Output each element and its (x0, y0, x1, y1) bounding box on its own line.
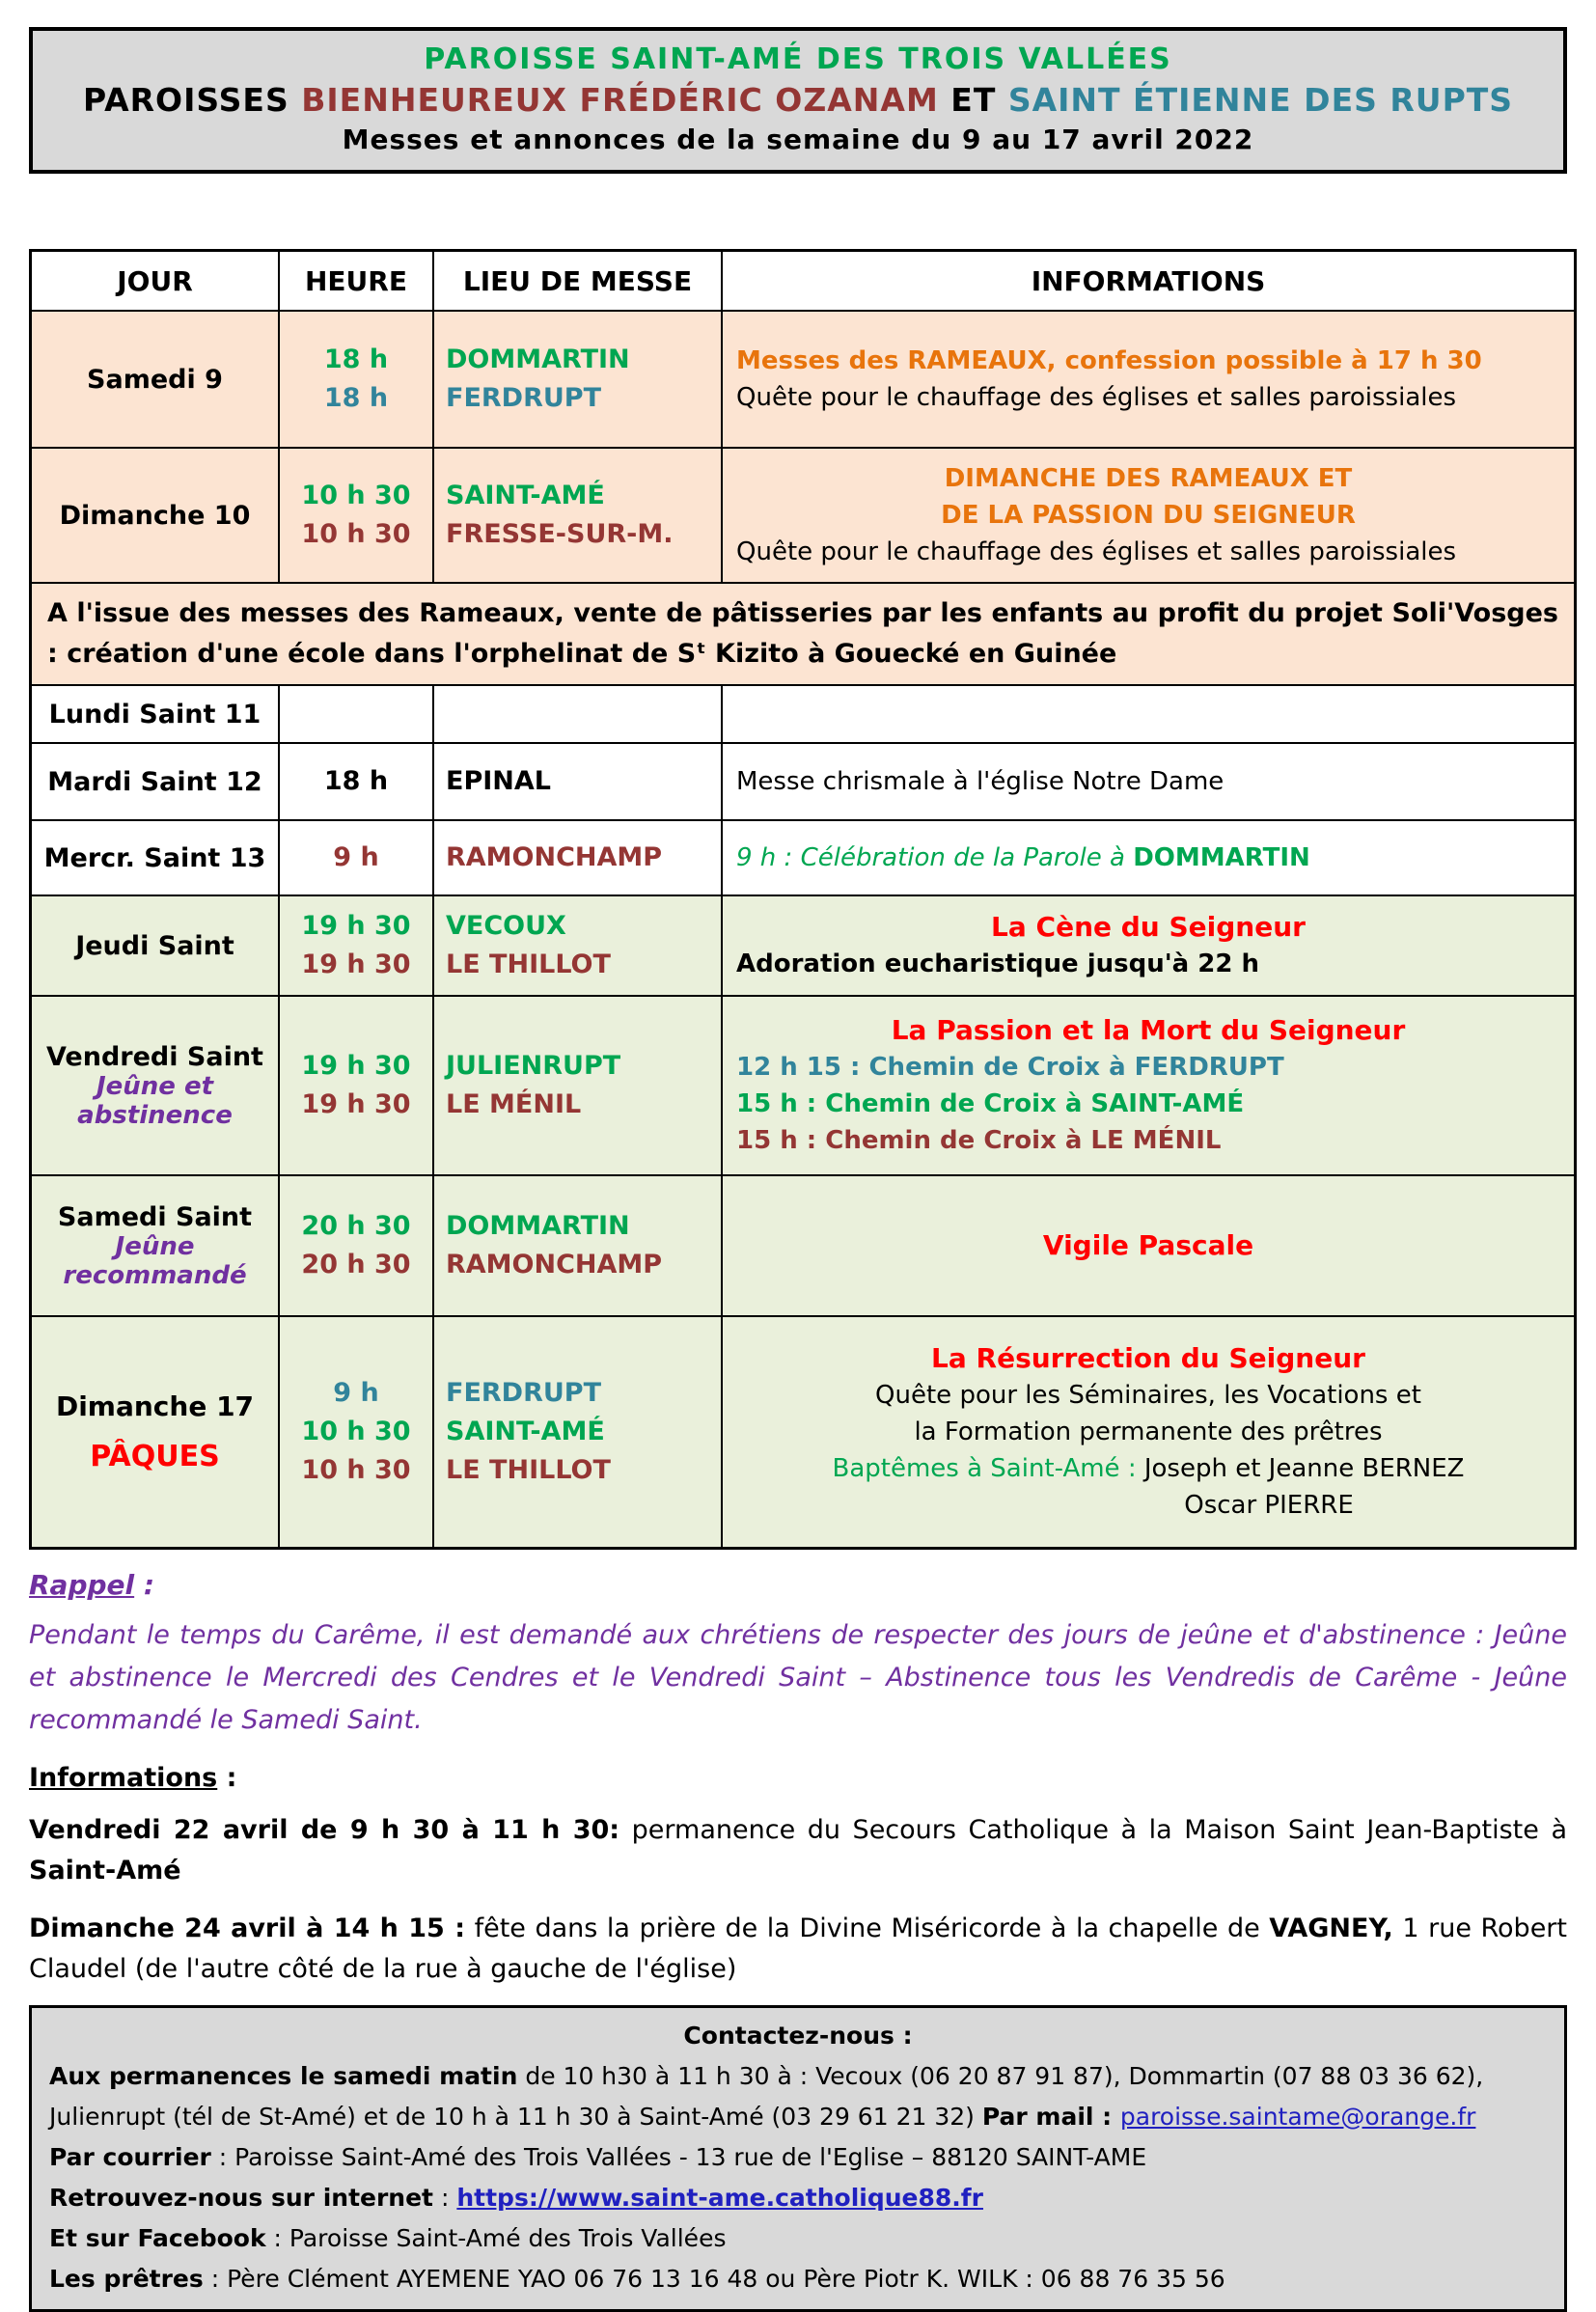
item-date: Vendredi 22 avril de 9 h 30 à 11 h 30: (29, 1814, 620, 1845)
week-subtitle: Messes et annonces de la semaine du 9 au 17 avril 2022 (342, 124, 1254, 155)
info-cell (722, 1175, 1576, 1316)
info-cell (722, 820, 1576, 895)
header-box (29, 27, 1567, 174)
place-cell (433, 996, 722, 1175)
item-place: VAGNEY, (1269, 1913, 1393, 1943)
time-cell (279, 895, 433, 996)
informations-heading (29, 1763, 1567, 1793)
fast-note: Jeûne (115, 1231, 195, 1261)
time-line: 20 h 30 (301, 1250, 411, 1280)
time-line: 9 h (333, 842, 379, 872)
website-link[interactable]: https://www.saint-ame.catholique88.fr (456, 2183, 983, 2212)
item-text: 1 rue Robert Claudel (de l'autre côté de la rue à gauche de l'église) (29, 1913, 1567, 1984)
email-link[interactable]: paroisse.saintame@orange.fr (1119, 2102, 1476, 2131)
paques-label: PÂQUES (90, 1439, 220, 1473)
place-line: DOMMARTIN (446, 1211, 630, 1241)
time-line: 18 h (323, 766, 389, 796)
time-line: 18 h (323, 383, 389, 413)
subtitle-ozanam: BIENHEUREUX FRÉDÉRIC OZANAM (301, 81, 939, 119)
line-text: : Paroisse Saint-Amé des Trois Vallées (265, 2223, 727, 2252)
time-cell (279, 820, 433, 895)
day-cell: Mercr. Saint 13 (31, 820, 280, 895)
place-line: JULIENRUPT (446, 1051, 621, 1081)
line-label: Retrouvez-nous sur internet (49, 2183, 434, 2212)
mass-schedule-table (29, 249, 1577, 1550)
line-sep: : (433, 2183, 457, 2212)
info-cell (722, 685, 1576, 743)
info-item-dimanche-24 (29, 1909, 1567, 1990)
day-cell: Dimanche 10 (31, 448, 280, 583)
rappel-colon: : (134, 1568, 155, 1601)
row-dimanche-10 (31, 448, 1576, 583)
place-line: DOMMARTIN (446, 344, 630, 374)
subtitle-rupts: SAINT ÉTIENNE DES RUPTS (1007, 81, 1514, 119)
subtitle-black2: ET (938, 81, 1008, 119)
col-header-heure: HEURE (279, 251, 433, 312)
contact-box (29, 2005, 1567, 2312)
place-cell (433, 743, 722, 820)
item-place: Saint-Amé (29, 1855, 181, 1885)
info-line: DE LA PASSION DU SEIGNEUR (941, 501, 1356, 530)
day-cell (31, 1175, 280, 1316)
info-cell (722, 448, 1576, 583)
place-line: VECOUX (446, 911, 566, 941)
row-mardi-12 (31, 743, 1576, 820)
informations-colon: : (217, 1762, 237, 1793)
col-header-jour: JOUR (31, 251, 280, 312)
mail-label: Par mail : (981, 2102, 1120, 2131)
place-cell (433, 820, 722, 895)
info-cell (722, 895, 1576, 996)
annonce-text: A l'issue des messes des Rameaux, vente de pâtisseries par les enfants au profit du projet Soli'Vosges : création d'une école dans l'orphelinat de Sᵗ Kizito à Gouecké en Guinée (31, 583, 1576, 685)
line-label: Par courrier (49, 2142, 211, 2171)
row-dimanche-17 (31, 1316, 1576, 1548)
info-cell (722, 311, 1576, 448)
contact-line-courrier (49, 2137, 1547, 2178)
col-header-informations: INFORMATIONS (722, 251, 1576, 312)
info-cell (722, 1316, 1576, 1548)
line-label: Les prêtres (49, 2264, 204, 2293)
row-mercredi-13 (31, 820, 1576, 895)
baptism-names: Joseph et Jeanne BERNEZ (1136, 1453, 1465, 1483)
info-line: Messes des RAMEAUX, confession possible à 17 h 30 (736, 346, 1482, 375)
rappel-heading (29, 1569, 1567, 1601)
contact-line-internet (49, 2178, 1547, 2218)
place-cell (433, 1316, 722, 1548)
day-cell (31, 996, 280, 1175)
place-line: RAMONCHAMP (446, 1250, 663, 1280)
time-line: 19 h 30 (301, 911, 411, 941)
time-line: 18 h (323, 344, 389, 374)
place-line: EPINAL (446, 766, 551, 796)
row-samedi-9 (31, 311, 1576, 448)
time-cell (279, 685, 433, 743)
time-cell (279, 996, 433, 1175)
contact-line-pretres (49, 2259, 1547, 2299)
fast-note: Jeûne et (96, 1071, 214, 1101)
time-cell (279, 311, 433, 448)
place-line: FRESSE-SUR-M. (446, 519, 674, 549)
info-line: 15 h : Chemin de Croix à LE MÉNIL (736, 1126, 1222, 1155)
place-cell (433, 311, 722, 448)
day-cell (31, 1316, 280, 1548)
info-line: Adoration eucharistique jusqu'à 22 h (736, 950, 1260, 978)
line-text: : Paroisse Saint-Amé des Trois Vallées - 13 rue de l'Eglise – 88120 SAINT-AME (210, 2142, 1147, 2171)
line-text: de 10 h30 à 11 h 30 à : Vecoux (06 20 87 91 87), Dommartin (07 88 03 36 62), Julienrupt (tél de St-Amé) et de 10 h à 11 h 30 à Saint-Amé (03 29 61 21 32) (49, 2061, 1484, 2131)
bulletin-content (29, 0, 1567, 2312)
row-annonce-rameaux (31, 583, 1576, 685)
info-line: DIMANCHE DES RAMEAUX ET (944, 464, 1353, 493)
line-label: Et sur Facebook (49, 2223, 266, 2252)
subtitle-black1: PAROISSES (82, 81, 302, 119)
place-cell (433, 685, 722, 743)
place-line: RAMONCHAMP (446, 842, 663, 872)
time-line: 9 h (333, 1377, 379, 1408)
time-line: 19 h 30 (301, 1051, 411, 1081)
item-text: permanence du Secours Catholique à la Maison Saint Jean-Baptiste à (619, 1814, 1567, 1845)
row-samedi-saint (31, 1175, 1576, 1316)
place-line: FERDRUPT (446, 1377, 602, 1408)
contact-line-facebook (49, 2218, 1547, 2259)
day-cell: Lundi Saint 11 (31, 685, 280, 743)
info-line: Quête pour le chauffage des églises et salles paroissiales (736, 383, 1457, 412)
item-text: fête dans la prière de la Divine Miséricorde à la chapelle de (465, 1913, 1270, 1943)
feast-title: La Passion et la Mort du Seigneur (891, 1014, 1406, 1046)
time-cell (279, 448, 433, 583)
info-line: 15 h : Chemin de Croix à SAINT-AMÉ (736, 1089, 1245, 1118)
table-header-row (31, 251, 1576, 312)
info-line: la Formation permanente des prêtres (914, 1417, 1383, 1446)
feast-title: Vigile Pascale (1042, 1229, 1254, 1261)
info-line (736, 839, 1560, 876)
time-cell (279, 743, 433, 820)
item-date: Dimanche 24 avril à 14 h 15 : (29, 1913, 466, 1943)
line-text: : Père Clément AYEMENE YAO 06 76 13 16 48 ou Père Piotr K. WILK : 06 88 76 35 56 (203, 2264, 1225, 2293)
time-line: 19 h 30 (301, 1089, 411, 1119)
rappel-paragraph: Pendant le temps du Carême, il est demandé aux chrétiens de respecter des jours de jeûne et d'abstinence : Jeûne et abstinence le Mercredi des Cendres et le Vendredi Saint – Abstinence tous les Vendredis de Carême - Jeûne recommandé le Samedi Saint. (29, 1619, 1567, 1735)
info-line: Messe chrismale à l'église Notre Dame (736, 767, 1225, 796)
informations-word: Informations (29, 1762, 218, 1793)
info-item-vendredi-22 (29, 1810, 1567, 1891)
celebration-text: 9 h : Célébration de la Parole à (736, 843, 1134, 872)
row-lundi-11 (31, 685, 1576, 743)
place-line: SAINT-AMÉ (446, 481, 605, 510)
day-name: Samedi Saint (57, 1201, 253, 1232)
place-line: LE THILLOT (446, 950, 611, 979)
day-cell: Samedi 9 (31, 311, 280, 448)
info-line: 12 h 15 : Chemin de Croix à FERDRUPT (736, 1053, 1284, 1082)
day-name: Dimanche 17 (55, 1390, 255, 1422)
info-line: Quête pour le chauffage des églises et salles paroissiales (736, 537, 1457, 566)
feast-title: La Cène du Seigneur (991, 911, 1306, 943)
day-cell: Jeudi Saint (31, 895, 280, 996)
info-cell (722, 996, 1576, 1175)
time-line: 10 h 30 (301, 481, 411, 510)
parish-title: PAROISSE SAINT-AMÉ DES TROIS VALLÉES (424, 42, 1172, 76)
line-label: Aux permanences le samedi matin (49, 2061, 518, 2090)
baptism-label: Baptêmes à Saint-Amé : (832, 1453, 1137, 1483)
feast-title: La Résurrection du Seigneur (931, 1341, 1365, 1374)
contact-title: Contactez-nous : (683, 2021, 913, 2050)
info-line: Quête pour les Séminaires, les Vocations et (875, 1380, 1421, 1410)
time-line: 10 h 30 (301, 1416, 411, 1446)
contact-line-permanences (49, 2056, 1547, 2137)
baptism-line (736, 1450, 1560, 1487)
time-line: 10 h 30 (301, 1454, 411, 1485)
baptism-name-2: Oscar PIERRE (1184, 1490, 1354, 1520)
place-line: SAINT-AMÉ (446, 1416, 605, 1446)
place-line: FERDRUPT (446, 383, 602, 413)
fast-note: recommandé (63, 1260, 247, 1290)
row-vendredi-saint (31, 996, 1576, 1175)
time-line: 19 h 30 (301, 950, 411, 979)
parishes-subtitle (39, 79, 1557, 122)
row-jeudi-saint (31, 895, 1576, 996)
place-cell (433, 448, 722, 583)
time-line: 10 h 30 (301, 519, 411, 549)
fast-note: abstinence (77, 1100, 233, 1130)
time-cell (279, 1316, 433, 1548)
place-cell (433, 895, 722, 996)
place-line: LE THILLOT (446, 1454, 611, 1485)
time-line: 20 h 30 (301, 1211, 411, 1241)
time-cell (279, 1175, 433, 1316)
col-header-lieu: LIEU DE MESSE (433, 251, 722, 312)
info-cell (722, 743, 1576, 820)
celebration-place: DOMMARTIN (1133, 843, 1310, 872)
rappel-word: Rappel (29, 1568, 135, 1601)
day-name: Vendredi Saint (46, 1041, 263, 1072)
day-cell: Mardi Saint 12 (31, 743, 280, 820)
place-line: LE MÉNIL (446, 1089, 582, 1119)
place-cell (433, 1175, 722, 1316)
